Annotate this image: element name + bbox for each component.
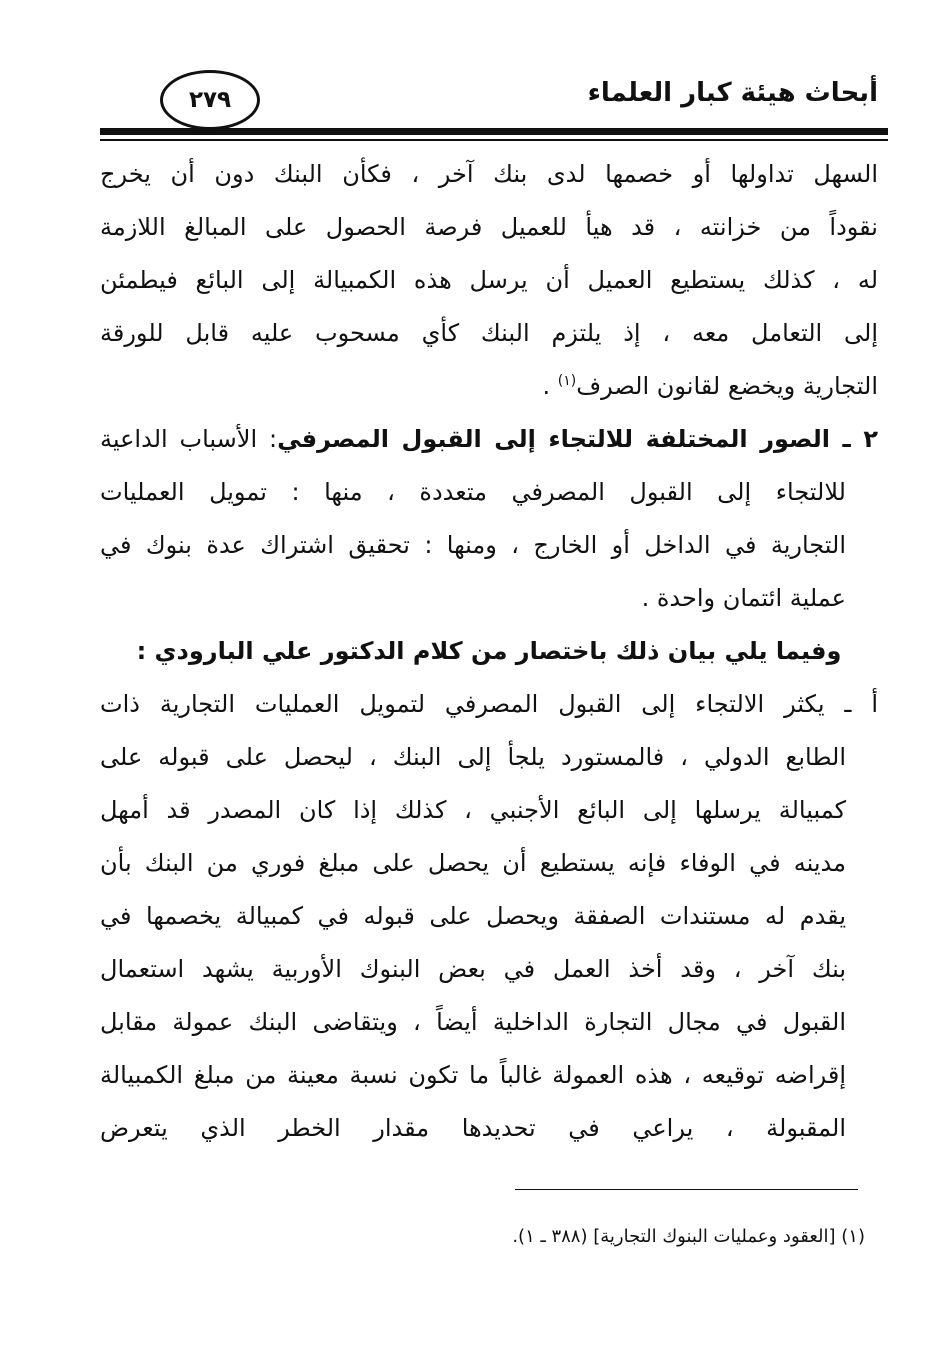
text-line: المقبولة ، يراعي في تحديدها مقدار الخطر الذي يتعرض (100, 1114, 846, 1142)
text-fragment: التجارية ويخضع لقانون الصرف (576, 372, 878, 400)
header-title: أبحاث هيئة كبار العلماء (587, 78, 878, 108)
section-intro: وفيما يلي بيان ذلك باختصار من كلام الدكتور علي البارودي : (136, 637, 842, 665)
text-line: نقوداً من خزانته ، قد هيأ للعميل فرصة الحصول على المبالغ اللازمة (100, 213, 878, 241)
text-line: عملية ائتمان واحدة . (641, 584, 846, 612)
text-line: الطابع الدولي ، فالمستورد يلجأ إلى البنك ، ليحصل على قبوله على (100, 743, 846, 771)
item-heading: الصور المختلفة للالتجاء إلى القبول المصرفي (277, 425, 830, 453)
footnote: (١) [العقود وعمليات البنوك التجارية] (٣٨٨ ـ ١). (512, 1226, 865, 1247)
footnote-separator (515, 1189, 858, 1190)
text-line: القبول في مجال التجارة الداخلية أيضاً ، ويتقاضى البنك عمولة مقابل (100, 1008, 846, 1036)
body-text (100, 148, 878, 1155)
text-line: للالتجاء إلى القبول المصرفي متعددة ، منها : تمويل العمليات (100, 478, 846, 506)
text-line: له ، كذلك يستطيع العميل أن يرسل هذه الكمبيالة إلى البائع فيطمئن (100, 266, 878, 294)
text-line: السهل تداولها أو خصمها لدى بنك آخر ، فكأن البنك دون أن يخرج (100, 160, 878, 188)
page-number: ٢٧٩ (160, 70, 260, 130)
text-line: أ ـ يكثر الالتجاء إلى القبول المصرفي لتمويل العمليات التجارية ذات (100, 690, 878, 718)
text-line: بنك آخر ، وقد أخذ العمل في بعض البنوك الأوربية يشهد استعمال (100, 955, 846, 983)
header-rule-thin (100, 139, 888, 141)
footnote-ref: (١) (557, 373, 577, 389)
text-line: كمبيالة يرسلها إلى البائع الأجنبي ، كذلك إذا كان المصدر قد أمهل (100, 796, 846, 824)
text-fragment: . (542, 372, 558, 400)
item-2-first-line (100, 413, 878, 466)
text-line: إقراضه توقيعه ، هذه العمولة غالباً ما تكون نسبة معينة من مبلغ الكمبيالة (100, 1061, 846, 1089)
text-line: يقدم له مستندات الصفقة ويحصل على قبوله في كمبيالة يخصمها في (100, 902, 846, 930)
text-line: إلى التعامل معه ، إذ يلتزم البنك كأي مسحوب عليه قابل للورقة (100, 319, 878, 347)
item-number: ٢ ـ (829, 425, 878, 453)
text-fragment: : الأسباب الداعية (100, 425, 278, 453)
text-line: مدينه في الوفاء فإنه يستطيع أن يحصل على مبلغ فوري من البنك بأن (100, 849, 846, 877)
text-line (100, 360, 878, 413)
text-line: التجارية في الداخل أو الخارج ، ومنها : تحقيق اشتراك عدة بنوك في (100, 531, 846, 559)
